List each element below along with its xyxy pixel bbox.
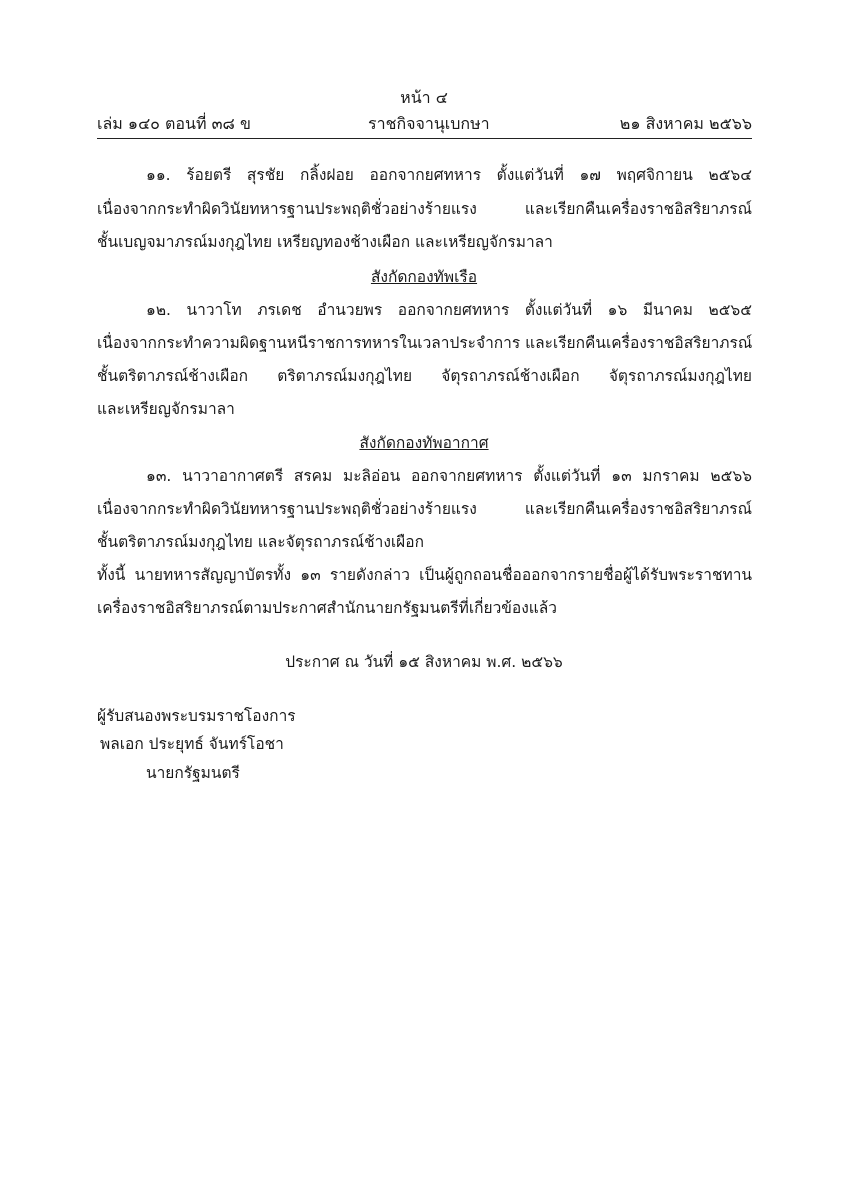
page-number: หน้า ๔ <box>400 88 448 107</box>
volume-issue: เล่ม ๑๔๐ ตอนที่ ๓๘ ข <box>97 114 251 133</box>
item-13-line-3: ชั้นตริตาภรณ์มงกุฎไทย และจัตุรถาภรณ์ช้างเผือก <box>97 533 424 551</box>
proclamation-date: ประกาศ ณ วันที่ ๑๕ สิงหาคม พ.ศ. ๒๕๖๖ <box>285 653 563 671</box>
publish-date: ๒๑ สิงหาคม ๒๕๖๖ <box>619 114 752 133</box>
item-11-line-1: ๑๑. ร้อยตรี สุรชัย กลิ้งฝอย ออกจากยศทหาร ตั้งแต่วันที่ ๑๗ พฤศจิกายน ๒๕๖๔ <box>146 166 752 184</box>
item-12-line-2: เนื่องจากกระทำความผิดฐานหนีราชการทหารในเวลาประจำการ และเรียกคืนเครื่องราชอิสริยาภรณ์ <box>97 334 752 352</box>
item-11-line-2: เนื่องจากกระทำผิดวินัยทหารฐานประพฤติชั่วอย่างร้ายแรง และเรียกคืนเครื่องราชอิสริยาภรณ์ <box>97 200 752 218</box>
item-13-line-2: เนื่องจากกระทำผิดวินัยทหารฐานประพฤติชั่วอย่างร้ายแรง และเรียกคืนเครื่องราชอิสริยาภรณ์ <box>97 500 752 518</box>
signatory-name: พลเอก ประยุทธ์ จันทร์โอชา <box>100 735 284 753</box>
gazette-header <box>97 112 752 138</box>
countersign-line: ผู้รับสนองพระบรมราชโองการ <box>97 707 296 725</box>
item-13-line-1: ๑๓. นาวาอากาศตรี สรคม มะลิอ่อน ออกจากยศทหาร ตั้งแต่วันที่ ๑๓ มกราคม ๒๕๖๖ <box>146 467 752 485</box>
item-11-line-3: ชั้นเบญจมาภรณ์มงกุฎไทย เหรียญทองช้างเผือก และเหรียญจักรมาลา <box>97 233 553 251</box>
gazette-title: ราชกิจจานุเบกษา <box>368 114 490 133</box>
signatory-title: นายกรัฐมนตรี <box>146 764 240 782</box>
closing-line-2: เครื่องราชอิสริยาภรณ์ตามประกาศสำนักนายกรัฐมนตรีที่เกี่ยวข้องแล้ว <box>97 599 557 617</box>
section-heading-navy: สังกัดกองทัพเรือ <box>370 268 478 286</box>
item-12-line-3: ชั้นตริตาภรณ์ช้างเผือก ตริตาภรณ์มงกุฎไทย จัตุรถาภรณ์ช้างเผือก จัตุรถาภรณ์มงกุฎไทย <box>97 367 752 385</box>
item-12-line-4: และเหรียญจักรมาลา <box>97 400 235 418</box>
header-divider <box>97 138 752 139</box>
closing-line-1: ทั้งนี้ นายทหารสัญญาบัตรทั้ง ๑๓ รายดังกล่าว เป็นผู้ถูกถอนชื่อออกจากรายชื่อผู้ได้รับพระราชทาน <box>97 566 752 584</box>
item-12-line-1: ๑๒. นาวาโท ภรเดช อำนวยพร ออกจากยศทหาร ตั้งแต่วันที่ ๑๖ มีนาคม ๒๕๖๕ <box>146 301 752 319</box>
section-heading-airforce: สังกัดกองทัพอากาศ <box>359 434 489 452</box>
